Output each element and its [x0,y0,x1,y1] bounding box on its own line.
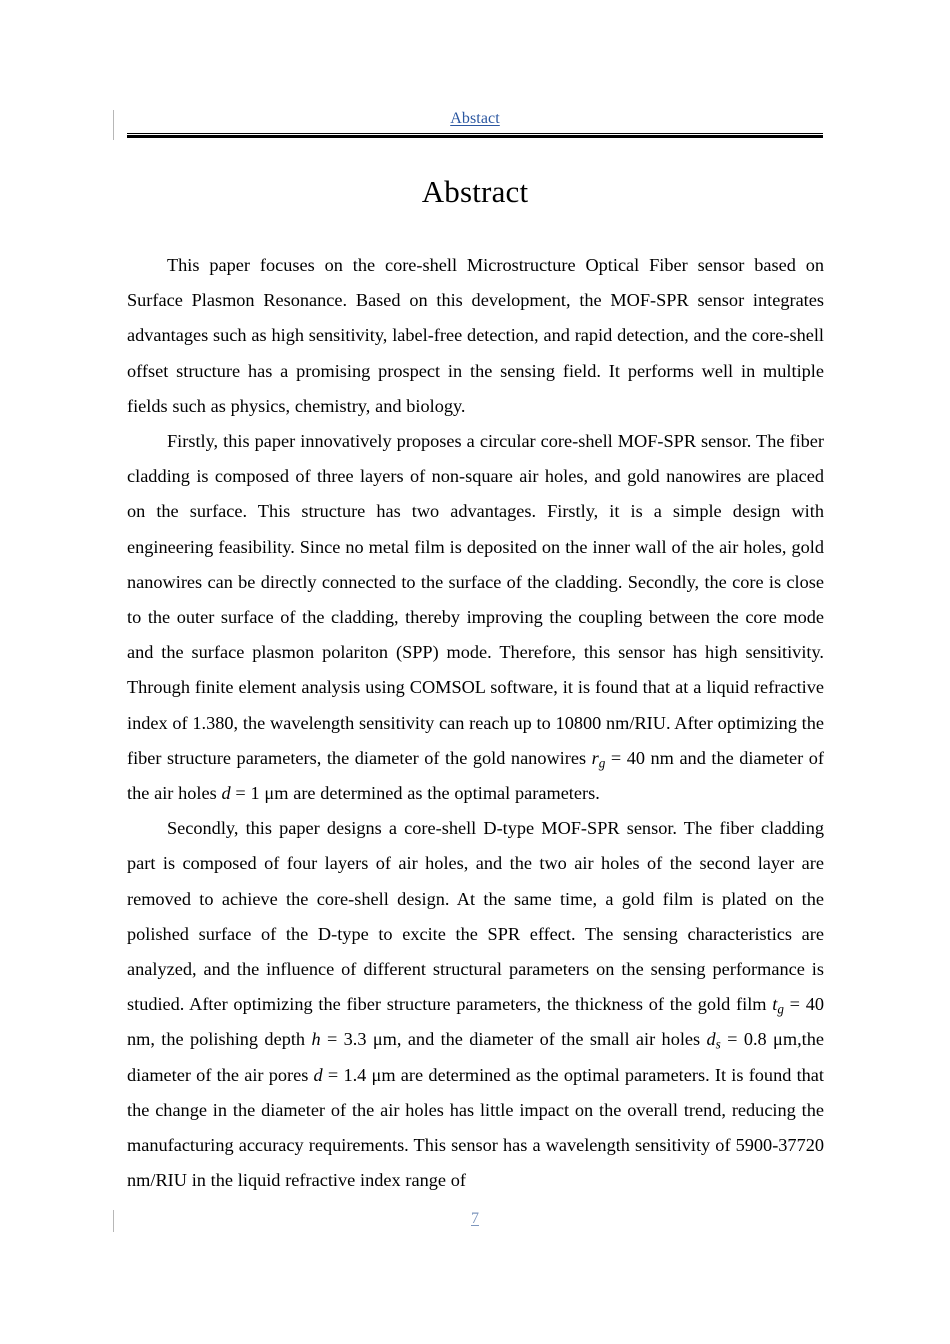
header-divider-rule [127,133,823,139]
page-title: Abstract [421,174,529,209]
variable-d: d [221,783,231,804]
paragraph-overview-text: This paper focuses on the core-shell Microstructure Optical Fiber sensor based on Surface Plasmon Resonance. Based on this development, the MOF-SPR sensor integrates advantages such as high sensitivity, label-free detection, and rapid detection, and the core-shell offset structure has a promising prospect in the sensing field. It performs well in multiple fields such as physics, chemistry, and biology. [127,255,824,416]
paragraph-circular-sensor [127,424,824,811]
paragraph-circular-sensor-text-b: = 40 nm and the diameter of the air holes [127,747,824,804]
paragraph-circular-sensor-text-a: Firstly, this paper innovatively proposes a circular core-shell MOF-SPR sensor. The fiber cladding is composed of three layers of non-square air holes, and gold nanowires are placed on the surface. This structure has two advantages. Firstly, it is a simple design with engineering feasibility. Since no metal film is deposited on the inner wall of the air holes, gold nanowires can be directly connected to the surface of the cladding. Secondly, the core is close to the outer surface of the cladding, thereby improving the coupling between the core mode and the surface plasmon polariton (SPP) mode. Therefore, this sensor has high sensitivity. Through finite element analysis using COMSOL software, it is found that at a liquid refractive index of 1.380, the wavelength sensitivity can reach up to 10800 nm/RIU. After optimizing the fiber structure parameters, the diameter of the gold nanowires [127,431,824,768]
paragraph-dtype-sensor-text-b: = 40 nm, the polishing depth [127,994,824,1050]
document-body [127,248,824,1198]
running-head-link[interactable]: Abstact [450,110,500,127]
paragraph-overview [127,248,824,424]
paragraph-dtype-sensor-text-d: = 0.8 μm,the diameter of the air pores [127,1029,824,1085]
paragraph-dtype-sensor-text-e: = 1.4 μm are determined as the optimal parameters. It is found that the change in the diameter of the air holes has little impact on the overall trend, reducing the manufacturing accuracy requirements. This sensor has a wavelength sensitivity of 5900-37720 nm/RIU in the liquid refractive index range of [127,1064,824,1191]
paragraph-dtype-sensor-text-c: = 3.3 μm, and the diameter of the small air holes [320,1029,707,1050]
variable-tg-subscript: g [777,1001,784,1017]
page-header [0,108,950,144]
variable-ds-subscript: s [715,1036,721,1052]
page-number [127,1208,823,1230]
variable-rg-subscript: g [598,755,606,771]
running-head [127,108,823,130]
page-number-link[interactable]: 7 [471,1210,479,1227]
variable-h: h [311,1029,321,1050]
paragraph-dtype-sensor-text-a: Secondly, this paper designs a core-shell D-type MOF-SPR sensor. The fiber cladding part is composed of four layers of air holes, and the two air holes of the second layer are removed to achieve the core-shell design. At the same time, a gold film is plated on the polished surface of the D-type to excite the SPR effect. The sensing characteristics are analyzed, and the influence of different structural parameters on the sensing performance is studied. After optimizing the fiber structure parameters, the thickness of the gold film [127,818,824,1015]
variable-tg: t [772,994,778,1015]
paragraph-dtype-sensor [127,811,824,1198]
paragraph-circular-sensor-text-c: = 1 μm are determined as the optimal parameters. [230,783,600,804]
page-footer [0,1200,950,1244]
variable-ds: d [706,1029,716,1050]
variable-d-pores: d [313,1064,323,1085]
rule-line-thick [127,135,823,138]
variable-rg: r [591,747,599,768]
change-bar-marker-footer [113,1210,114,1232]
change-bar-marker [113,110,114,140]
